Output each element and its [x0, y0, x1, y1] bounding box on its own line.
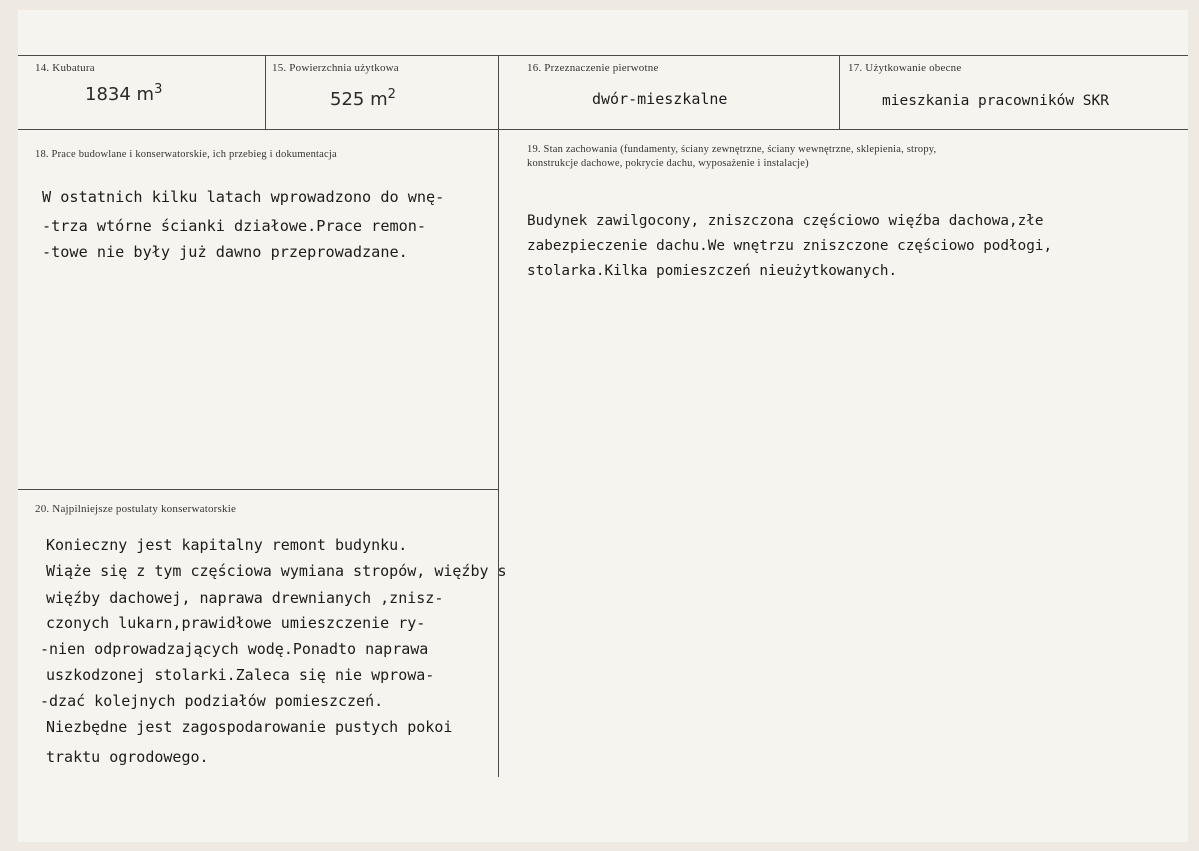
field-14-value — [85, 82, 162, 105]
row-divider-2 — [18, 489, 498, 490]
field-18-label: 18. Prace budowlane i konserwatorskie, ich przebieg i dokumentacja — [35, 149, 337, 160]
field-15-value — [330, 87, 396, 110]
field-20-line-6: uszkodzonej stolarki.Zaleca się nie wprowa- — [46, 666, 435, 684]
field-20-line-1: Konieczny jest kapitalny remont budynku. — [46, 536, 408, 554]
row-divider-1 — [18, 129, 1188, 130]
col-divider-3 — [839, 55, 840, 129]
field-20-line-5: -nien odprowadzających wodę.Ponadto naprawa — [40, 640, 429, 658]
field-14-number: 1834 m — [85, 84, 155, 105]
field-17-value: mieszkania pracowników SKR — [882, 93, 1109, 109]
field-17-label: 17. Użytkowanie obecne — [848, 62, 962, 74]
field-15-number: 525 m — [330, 89, 388, 110]
field-18-line-2: -trza wtórne ścianki działowe.Prace remon- — [42, 217, 427, 235]
field-14-label: 14. Kubatura — [35, 62, 95, 74]
field-18-line-3: -towe nie były już dawno przeprowadzane. — [42, 243, 408, 261]
field-15-sup: 2 — [387, 87, 396, 102]
field-20-line-2: Wiąże się z tym częściowa wymiana stropów, więźby s — [46, 562, 507, 580]
field-19-line-1: Budynek zawilgocony, zniszczona częściowo więźba dachowa,złe — [527, 213, 1044, 229]
field-20-line-3: więźby dachowej, naprawa drewnianych ,znisz- — [46, 589, 444, 607]
field-19-line-2: zabezpieczenie dachu.We wnętrzu zniszczone częściowo podłogi, — [527, 238, 1053, 254]
field-20-line-8: Niezbędne jest zagospodarowanie pustych pokoi — [46, 718, 453, 736]
field-16-label: 16. Przeznaczenie pierwotne — [527, 62, 659, 74]
field-15-label: 15. Powierzchnia użytkowa — [272, 62, 399, 74]
col-divider-2 — [498, 55, 499, 777]
top-border — [18, 55, 1188, 56]
field-20-label: 20. Najpilniejsze postulaty konserwatorskie — [35, 503, 237, 515]
field-20-line-7: -dzać kolejnych podziałów pomieszczeń. — [40, 692, 384, 710]
field-19-label-line-2: konstrukcje dachowe, pokrycie dachu, wyposażenie i instalacje) — [527, 158, 809, 169]
field-20-line-4: czonych lukarn,prawidłowe umieszczenie ry- — [46, 614, 426, 632]
field-19-label-line-1: 19. Stan zachowania (fundamenty, ściany zewnętrzne, ściany wewnętrzne, sklepienia, stropy, — [527, 144, 937, 155]
field-18-line-1: W ostatnich kilku latach wprowadzono do wnę- — [42, 188, 445, 206]
field-16-value: dwór-mieszkalne — [592, 90, 728, 108]
field-14-sup: 3 — [154, 82, 163, 97]
col-divider-1 — [265, 55, 266, 129]
field-19-line-3: stolarka.Kilka pomieszczeń nieużytkowanych. — [527, 263, 898, 279]
field-20-line-9: traktu ogrodowego. — [46, 748, 209, 766]
